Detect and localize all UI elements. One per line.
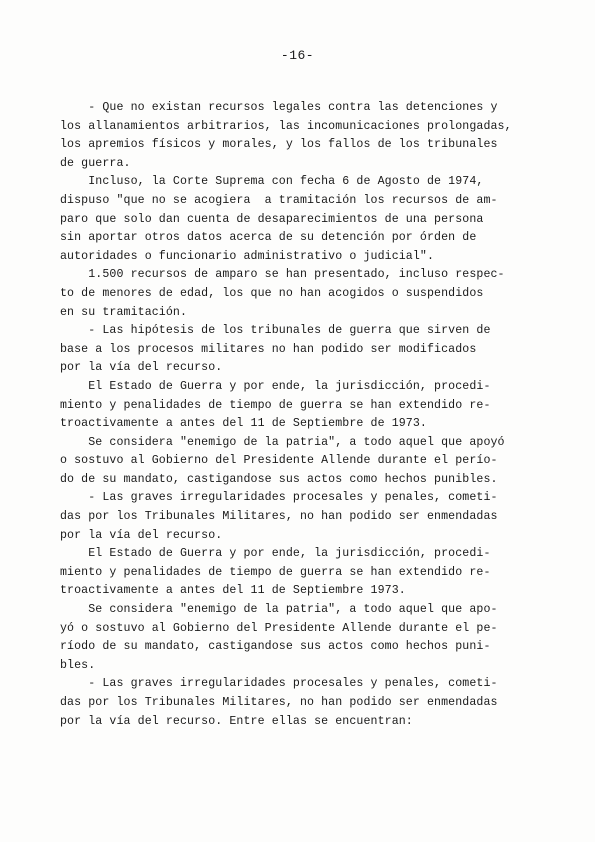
text-line: to de menores de edad, los que no han acogidos o suspendidos — [60, 286, 484, 300]
text-line: miento y penalidades de tiempo de guerra se han extendido re- — [60, 398, 491, 412]
text-line: - Las graves irregularidades procesales y penales, cometi- — [60, 677, 498, 691]
text-line: ríodo de su mandato, castigandose sus actos como hechos puni- — [60, 640, 491, 654]
text-line: Se considera "enemigo de la patria", a todo aquel que apo- — [60, 603, 498, 617]
text-line: yó o sostuvo al Gobierno del Presidente Allende durante el pe- — [60, 621, 498, 635]
text-line: por la vía del recurso. — [60, 528, 223, 542]
text-line: autoridades o funcionario administrativo o judicial". — [60, 249, 435, 263]
page-number: -16- — [280, 48, 315, 63]
text-line: de guerra. — [60, 156, 131, 170]
text-line: - Que no existan recursos legales contra las detenciones y — [60, 101, 498, 114]
text-line: Incluso, la Corte Suprema con fecha 6 de Agosto de 1974, — [60, 175, 484, 189]
text-line: das por los Tribunales Militares, no han podido ser enmendadas — [60, 510, 498, 524]
text-line: bles. — [60, 658, 96, 672]
text-line: - Las hipótesis de los tribunales de guerra que sirven de — [60, 324, 491, 338]
text-line: miento y penalidades de tiempo de guerra se han extendido re- — [60, 565, 491, 579]
document-body — [60, 99, 540, 731]
text-line: base a los procesos militares no han podido ser modificados — [60, 342, 477, 356]
text-line: paro que solo dan cuenta de desaparecimientos de una persona — [60, 212, 484, 226]
text-line: do de su mandato, castigandose sus actos como hechos punibles. — [60, 472, 498, 486]
text-line: - Las graves irregularidades procesales y penales, cometi- — [60, 491, 498, 505]
text-line: los allanamientos arbitrarios, las incomunicaciones prolongadas, — [60, 119, 512, 133]
text-line: por la vía del recurso. Entre ellas se encuentran: — [60, 714, 413, 728]
text-line: 1.500 recursos de amparo se han presentado, incluso respec- — [60, 268, 505, 282]
text-line: troactivamente a antes del 11 de Septiembre de 1973. — [60, 417, 427, 431]
text-line: troactivamente a antes del 11 de Septiembre 1973. — [60, 584, 406, 598]
text-line: El Estado de Guerra y por ende, la jurisdicción, procedi- — [60, 379, 491, 393]
text-line: dispuso "que no se acogiera a tramitación los recursos de am- — [60, 193, 498, 207]
text-line: o sostuvo al Gobierno del Presidente Allende durante el perío- — [60, 454, 498, 468]
text-line: en su tramitación. — [60, 305, 188, 319]
text-line: Se considera "enemigo de la patria", a todo aquel que apoyó — [60, 435, 505, 449]
text-line: los apremios físicos y morales, y los fallos de los tribunales — [60, 138, 498, 152]
text-line: por la vía del recurso. — [60, 361, 223, 375]
text-line: El Estado de Guerra y por ende, la jurisdicción, procedi- — [60, 547, 491, 561]
text-line: sin aportar otros datos acerca de su detención por órden de — [60, 231, 477, 245]
text-line: das por los Tribunales Militares, no han podido ser enmendadas — [60, 696, 498, 709]
